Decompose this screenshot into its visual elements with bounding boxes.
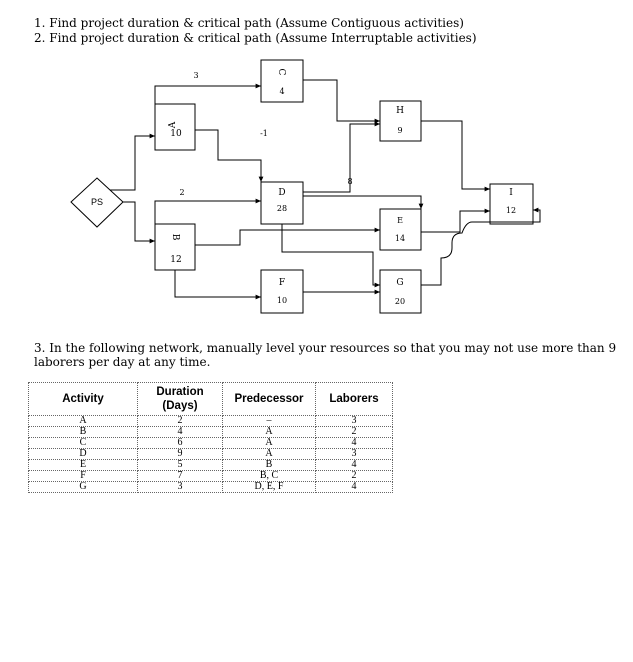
activity-d-name: D xyxy=(278,188,286,198)
cell-predecessor: A xyxy=(223,449,316,460)
cell-laborers: 3 xyxy=(316,416,393,427)
header-laborers: Laborers xyxy=(316,383,393,416)
cell-activity: A xyxy=(29,416,138,427)
cell-activity: D xyxy=(29,449,138,460)
cell-predecessor: – xyxy=(223,416,316,427)
link-b-f xyxy=(175,270,261,297)
cell-duration: 5 xyxy=(138,460,223,471)
activity-d-duration: 28 xyxy=(276,204,288,213)
link-h-i xyxy=(421,121,490,189)
activity-e-duration: 14 xyxy=(394,234,406,243)
link-ps-b xyxy=(123,202,155,241)
cell-duration: 2 xyxy=(138,416,223,427)
table-row xyxy=(29,438,393,449)
activity-g-duration: 20 xyxy=(394,297,406,306)
table-row xyxy=(29,471,393,482)
link-b-e xyxy=(195,230,380,245)
activity-table xyxy=(28,382,393,493)
cell-predecessor: D, E, F xyxy=(223,482,316,493)
cell-duration: 4 xyxy=(138,427,223,438)
cell-activity: C xyxy=(29,438,138,449)
cell-laborers: 4 xyxy=(316,438,393,449)
activity-f-name: F xyxy=(278,278,286,288)
activity-a-name: A xyxy=(168,121,178,129)
activity-i-duration: 12 xyxy=(505,206,517,215)
question-2: 2. Find project duration & critical path (Assume Interruptable activities) xyxy=(34,31,477,45)
activity-f-box xyxy=(261,270,303,313)
lag-d-h: 8 xyxy=(347,177,353,186)
cell-laborers: 4 xyxy=(316,482,393,493)
activity-e-name: E xyxy=(397,216,403,225)
table-row xyxy=(29,482,393,493)
cell-laborers: 4 xyxy=(316,460,393,471)
cell-predecessor: B, C xyxy=(223,471,316,482)
lag-a-d: -1 xyxy=(260,129,268,138)
cell-activity: F xyxy=(29,471,138,482)
header-predecessor: Predecessor xyxy=(223,383,316,416)
activity-c-duration: 4 xyxy=(279,87,285,96)
cell-duration: 6 xyxy=(138,438,223,449)
table-row xyxy=(29,460,393,471)
activity-g-box xyxy=(380,270,421,313)
table-row xyxy=(29,427,393,438)
activity-f-duration: 10 xyxy=(276,296,288,305)
activity-h-name: H xyxy=(396,106,404,116)
cell-duration: 7 xyxy=(138,471,223,482)
activity-g-name: G xyxy=(396,278,404,288)
link-d-e xyxy=(303,196,421,209)
activity-a-duration: 10 xyxy=(170,129,182,139)
link-c-h xyxy=(303,80,380,121)
table-row xyxy=(29,416,393,427)
activity-h-duration: 9 xyxy=(397,126,403,135)
activity-b-duration: 12 xyxy=(170,255,182,265)
ps-label: PS xyxy=(90,197,104,207)
question-3: 3. In the following network, manually level your resources so that you may not use more than 9 laborers per day at any time. xyxy=(34,341,617,369)
network-diagram xyxy=(0,0,633,330)
link-g-i xyxy=(421,210,540,285)
cell-laborers: 3 xyxy=(316,449,393,460)
activity-b-name: B xyxy=(170,233,180,241)
cell-duration: 9 xyxy=(138,449,223,460)
link-a-d xyxy=(195,130,261,182)
cell-predecessor: A xyxy=(223,427,316,438)
header-activity: Activity xyxy=(29,383,138,416)
activity-i-name: I xyxy=(509,188,513,198)
link-d-h xyxy=(303,124,380,192)
activity-c-name: C xyxy=(276,68,286,76)
link-d-g xyxy=(282,224,380,285)
cell-laborers: 2 xyxy=(316,427,393,438)
lag-ps-b: 2 xyxy=(179,188,185,197)
cell-activity: B xyxy=(29,427,138,438)
link-a-c xyxy=(155,86,261,104)
question-1: 1. Find project duration & critical path (Assume Contiguous activities) xyxy=(34,16,464,30)
cell-activity: G xyxy=(29,482,138,493)
cell-predecessor: B xyxy=(223,460,316,471)
cell-activity: E xyxy=(29,460,138,471)
lag-ps-a: 3 xyxy=(193,71,199,80)
cell-duration: 3 xyxy=(138,482,223,493)
table-header-row xyxy=(29,383,393,416)
table-row xyxy=(29,449,393,460)
link-ps-a xyxy=(110,136,155,190)
link-b-d xyxy=(155,201,261,224)
cell-laborers: 2 xyxy=(316,471,393,482)
header-duration: Duration (Days) xyxy=(138,383,223,416)
cell-predecessor: A xyxy=(223,438,316,449)
